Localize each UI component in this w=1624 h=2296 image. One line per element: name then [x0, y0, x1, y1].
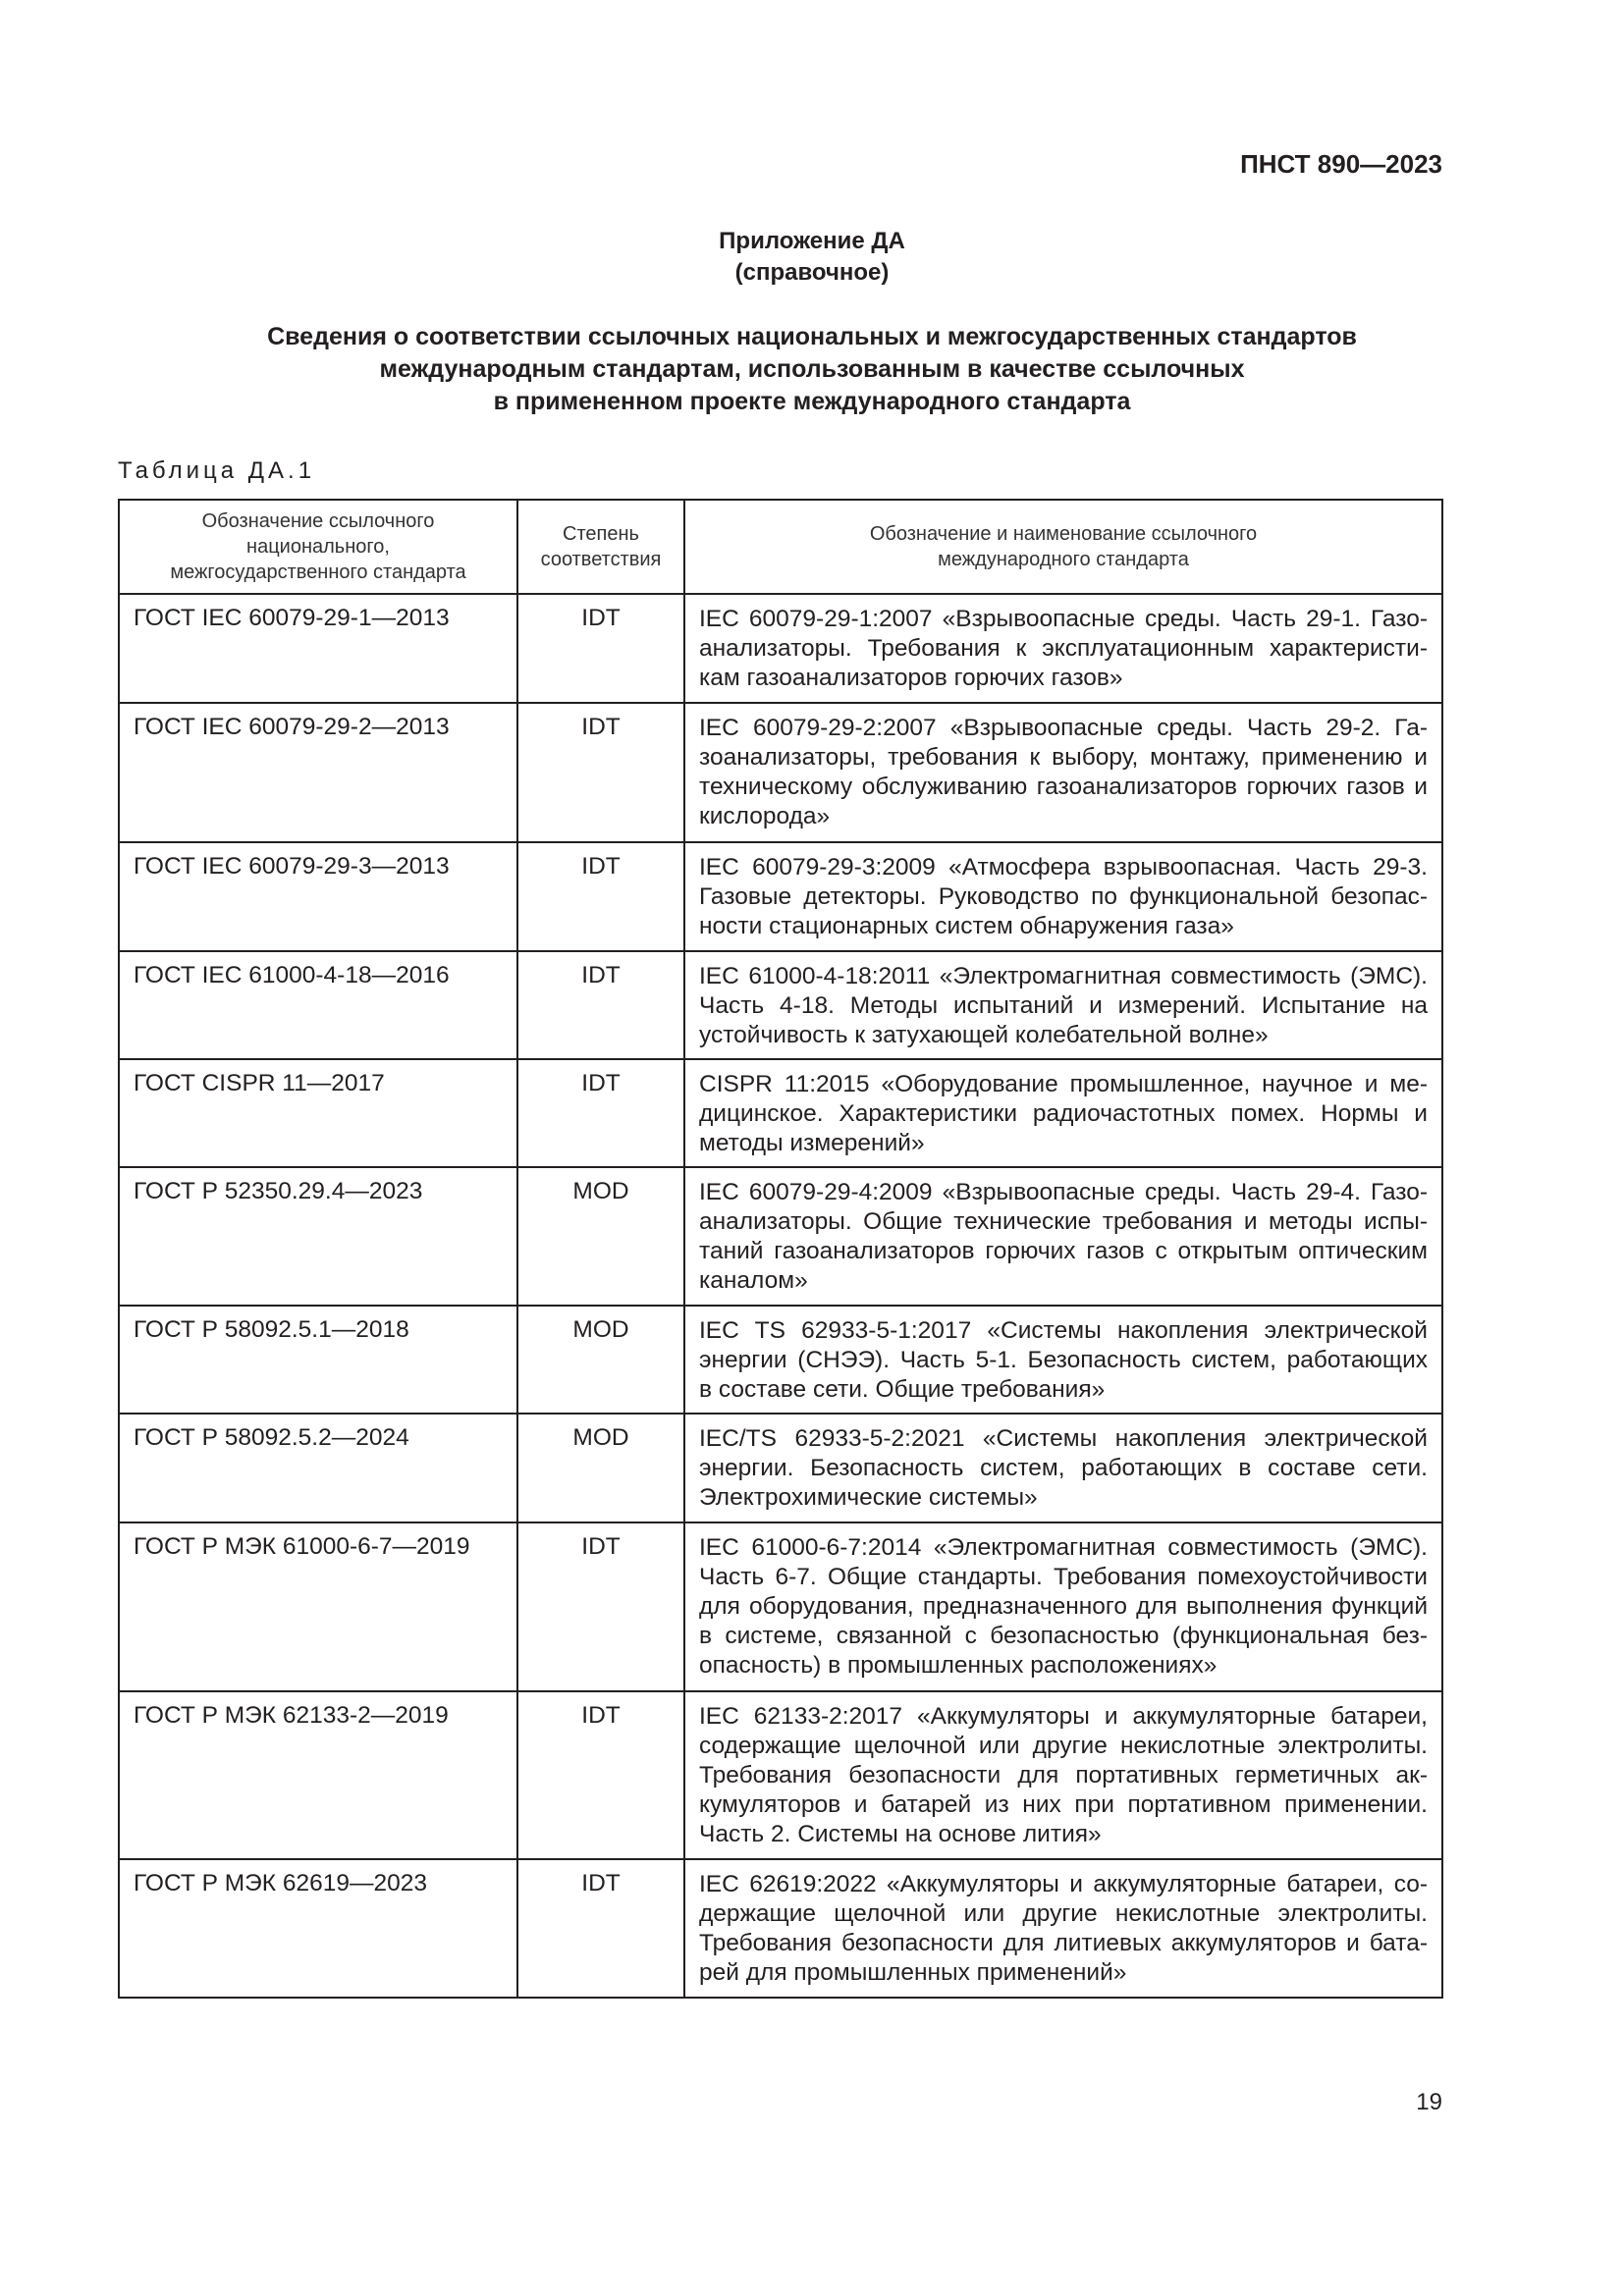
table-row: [119, 951, 1442, 1059]
description-line: IEC TS 62933-5-1:2017 «Системы накопления электрической: [699, 1317, 1428, 1344]
description-line: держащие щелочной или другие некислотные электролиты.: [699, 1900, 1428, 1927]
table-row: [119, 1167, 1442, 1306]
description-line: для оборудования, предназначенного для выполнения функций: [699, 1593, 1428, 1620]
description-line: IEC 61000-4-18:2011 «Электромагнитная совместимость (ЭМС).: [699, 963, 1428, 989]
conformity-degree: IDT: [517, 703, 684, 842]
national-standard: ГОСТ Р 58092.5.1—2018: [119, 1306, 517, 1414]
description-line: содержащие щелочной или другие некислотные электролиты.: [699, 1733, 1428, 1759]
conformity-degree: IDT: [517, 1059, 684, 1167]
description-line: Электрохимические системы»: [699, 1484, 1038, 1511]
description-line: IEC 61000-6-7:2014 «Электромагнитная совместимость (ЭМС).: [699, 1534, 1428, 1561]
international-standard: [684, 1059, 1442, 1167]
description-line: ности стационарных систем обнаружения газа»: [699, 913, 1234, 939]
description-line: Требования безопасности для литиевых аккумуляторов и бата-: [699, 1930, 1428, 1956]
description-line: анализаторы. Общие технические требования и методы испы-: [699, 1208, 1428, 1235]
national-standard: ГОСТ IEC 61000-4-18—2016: [119, 951, 517, 1059]
column-header: [517, 500, 684, 594]
description-line: IEC 60079-29-2:2007 «Взрывоопасные среды. Часть 29-2. Га-: [699, 715, 1428, 741]
national-standard: ГОСТ Р 52350.29.4—2023: [119, 1167, 517, 1306]
national-standard: ГОСТ Р 58092.5.2—2024: [119, 1414, 517, 1522]
description-line: Требования безопасности для портативных герметичных ак-: [699, 1762, 1428, 1789]
conformity-degree: IDT: [517, 594, 684, 703]
national-standard: ГОСТ CISPR 11—2017: [119, 1059, 517, 1167]
page-number: 19: [1416, 2089, 1442, 2115]
description-line: IEC 60079-29-3:2009 «Атмосфера взрывоопасная. Часть 29-3.: [699, 854, 1428, 881]
description-line: кумуляторов и батарей из них при портативном применении.: [699, 1791, 1428, 1818]
conformity-degree: IDT: [517, 1691, 684, 1859]
description-line: энергии. Безопасность систем, работающих в составе сети.: [699, 1455, 1428, 1481]
description-line: рей для промышленных применений»: [699, 1959, 1127, 1986]
description-line: IEC 60079-29-1:2007 «Взрывоопасные среды. Часть 29-1. Газо-: [699, 606, 1428, 632]
column-header-line: Обозначение ссылочного: [201, 510, 435, 532]
description-line: техническому обслуживанию газоанализаторов горючих газов и: [699, 774, 1428, 800]
table-row: [119, 1691, 1442, 1859]
description-line: дицинское. Характеристики радиочастотных помех. Нормы и: [699, 1100, 1428, 1127]
description-line: кам газоанализаторов горючих газов»: [699, 665, 1123, 691]
table-row: [119, 842, 1442, 951]
international-standard: [684, 842, 1442, 951]
national-standard: ГОСТ Р МЭК 62133-2—2019: [119, 1691, 517, 1859]
conformity-degree: IDT: [517, 951, 684, 1059]
description-line: анализаторы. Требования к эксплуатационным характеристи-: [699, 635, 1428, 662]
description-line: IEC 60079-29-4:2009 «Взрывоопасные среды. Часть 29-4. Газо-: [699, 1179, 1428, 1205]
description-line: зоанализаторы, требования к выбору, монтажу, применению и: [699, 744, 1428, 771]
table-row: [119, 703, 1442, 842]
appendix-title: Приложение ДА: [719, 228, 905, 254]
national-standard: ГОСТ IEC 60079-29-1—2013: [119, 594, 517, 703]
document-number: ПНСТ 890—2023: [1240, 149, 1442, 179]
column-header-line: Обозначение и наименование ссылочного: [869, 523, 1258, 545]
description-line: CISPR 11:2015 «Оборудование промышленное, научное и ме-: [699, 1071, 1428, 1097]
column-header-line: соответствия: [540, 549, 662, 570]
description-line: каналом»: [699, 1267, 808, 1294]
international-standard: [684, 951, 1442, 1059]
national-standard: ГОСТ IEC 60079-29-2—2013: [119, 703, 517, 842]
heading-line: Сведения о соответствии ссылочных национальных и межгосударственных стандартов: [267, 323, 1357, 350]
table-row: [119, 1522, 1442, 1691]
international-standard: [684, 1691, 1442, 1859]
description-line: Часть 4-18. Методы испытаний и измерений. Испытание на: [699, 992, 1428, 1019]
description-line: методы измерений»: [699, 1130, 925, 1156]
description-line: Газовые детекторы. Руководство по функциональной безопас-: [699, 883, 1428, 910]
international-standard: [684, 1167, 1442, 1306]
column-header: [119, 500, 517, 594]
conformity-degree: IDT: [517, 1522, 684, 1691]
description-line: в системе, связанной с безопасностью (функциональная без-: [699, 1623, 1428, 1649]
description-line: IEC 62619:2022 «Аккумуляторы и аккумуляторные батареи, со-: [699, 1871, 1428, 1897]
description-line: Часть 2. Системы на основе лития»: [699, 1821, 1102, 1847]
column-header-line: национального,: [246, 536, 390, 558]
table-row: [119, 1306, 1442, 1414]
table-header-row: [119, 500, 1442, 594]
description-line: в составе сети. Общие требования»: [699, 1376, 1106, 1403]
international-standard: [684, 1306, 1442, 1414]
section-heading: [0, 321, 1624, 418]
heading-line: в примененном проекте международного стандарта: [493, 388, 1131, 415]
standards-table: [118, 499, 1443, 1999]
description-line: кислорода»: [699, 803, 831, 829]
table-row: [119, 1414, 1442, 1522]
international-standard: [684, 1859, 1442, 1998]
description-line: Часть 6-7. Общие стандарты. Требования помехоустойчивости: [699, 1564, 1428, 1590]
column-header-line: Степень: [563, 523, 639, 545]
national-standard: ГОСТ Р МЭК 62619—2023: [119, 1859, 517, 1998]
international-standard: [684, 594, 1442, 703]
description-line: таний газоанализаторов горючих газов с открытым оптическим: [699, 1238, 1428, 1264]
column-header: [684, 500, 1442, 594]
table-row: [119, 1859, 1442, 1998]
conformity-degree: MOD: [517, 1167, 684, 1306]
conformity-degree: MOD: [517, 1306, 684, 1414]
conformity-degree: IDT: [517, 842, 684, 951]
description-line: опасность) в промышленных расположениях»: [699, 1652, 1218, 1679]
conformity-degree: IDT: [517, 1859, 684, 1998]
international-standard: [684, 1414, 1442, 1522]
description-line: IEC 62133-2:2017 «Аккумуляторы и аккумуляторные батареи,: [699, 1703, 1428, 1730]
description-line: устойчивость к затухающей колебательной волне»: [699, 1022, 1269, 1048]
heading-line: международным стандартам, использованным в качестве ссылочных: [379, 355, 1245, 383]
conformity-degree: MOD: [517, 1414, 684, 1522]
description-line: энергии (СНЭЭ). Часть 5-1. Безопасность систем, работающих: [699, 1347, 1428, 1373]
international-standard: [684, 703, 1442, 842]
column-header-line: межгосударственного стандарта: [170, 561, 466, 583]
table-row: [119, 594, 1442, 703]
national-standard: ГОСТ IEC 60079-29-3—2013: [119, 842, 517, 951]
table-label: Таблица ДА.1: [118, 457, 316, 484]
table-row: [119, 1059, 1442, 1167]
international-standard: [684, 1522, 1442, 1691]
appendix-subtitle: (справочное): [734, 259, 890, 286]
column-header-line: международного стандарта: [938, 549, 1189, 570]
national-standard: ГОСТ Р МЭК 61000-6-7—2019: [119, 1522, 517, 1691]
description-line: IEC/TS 62933-5-2:2021 «Системы накопления электрической: [699, 1425, 1428, 1452]
